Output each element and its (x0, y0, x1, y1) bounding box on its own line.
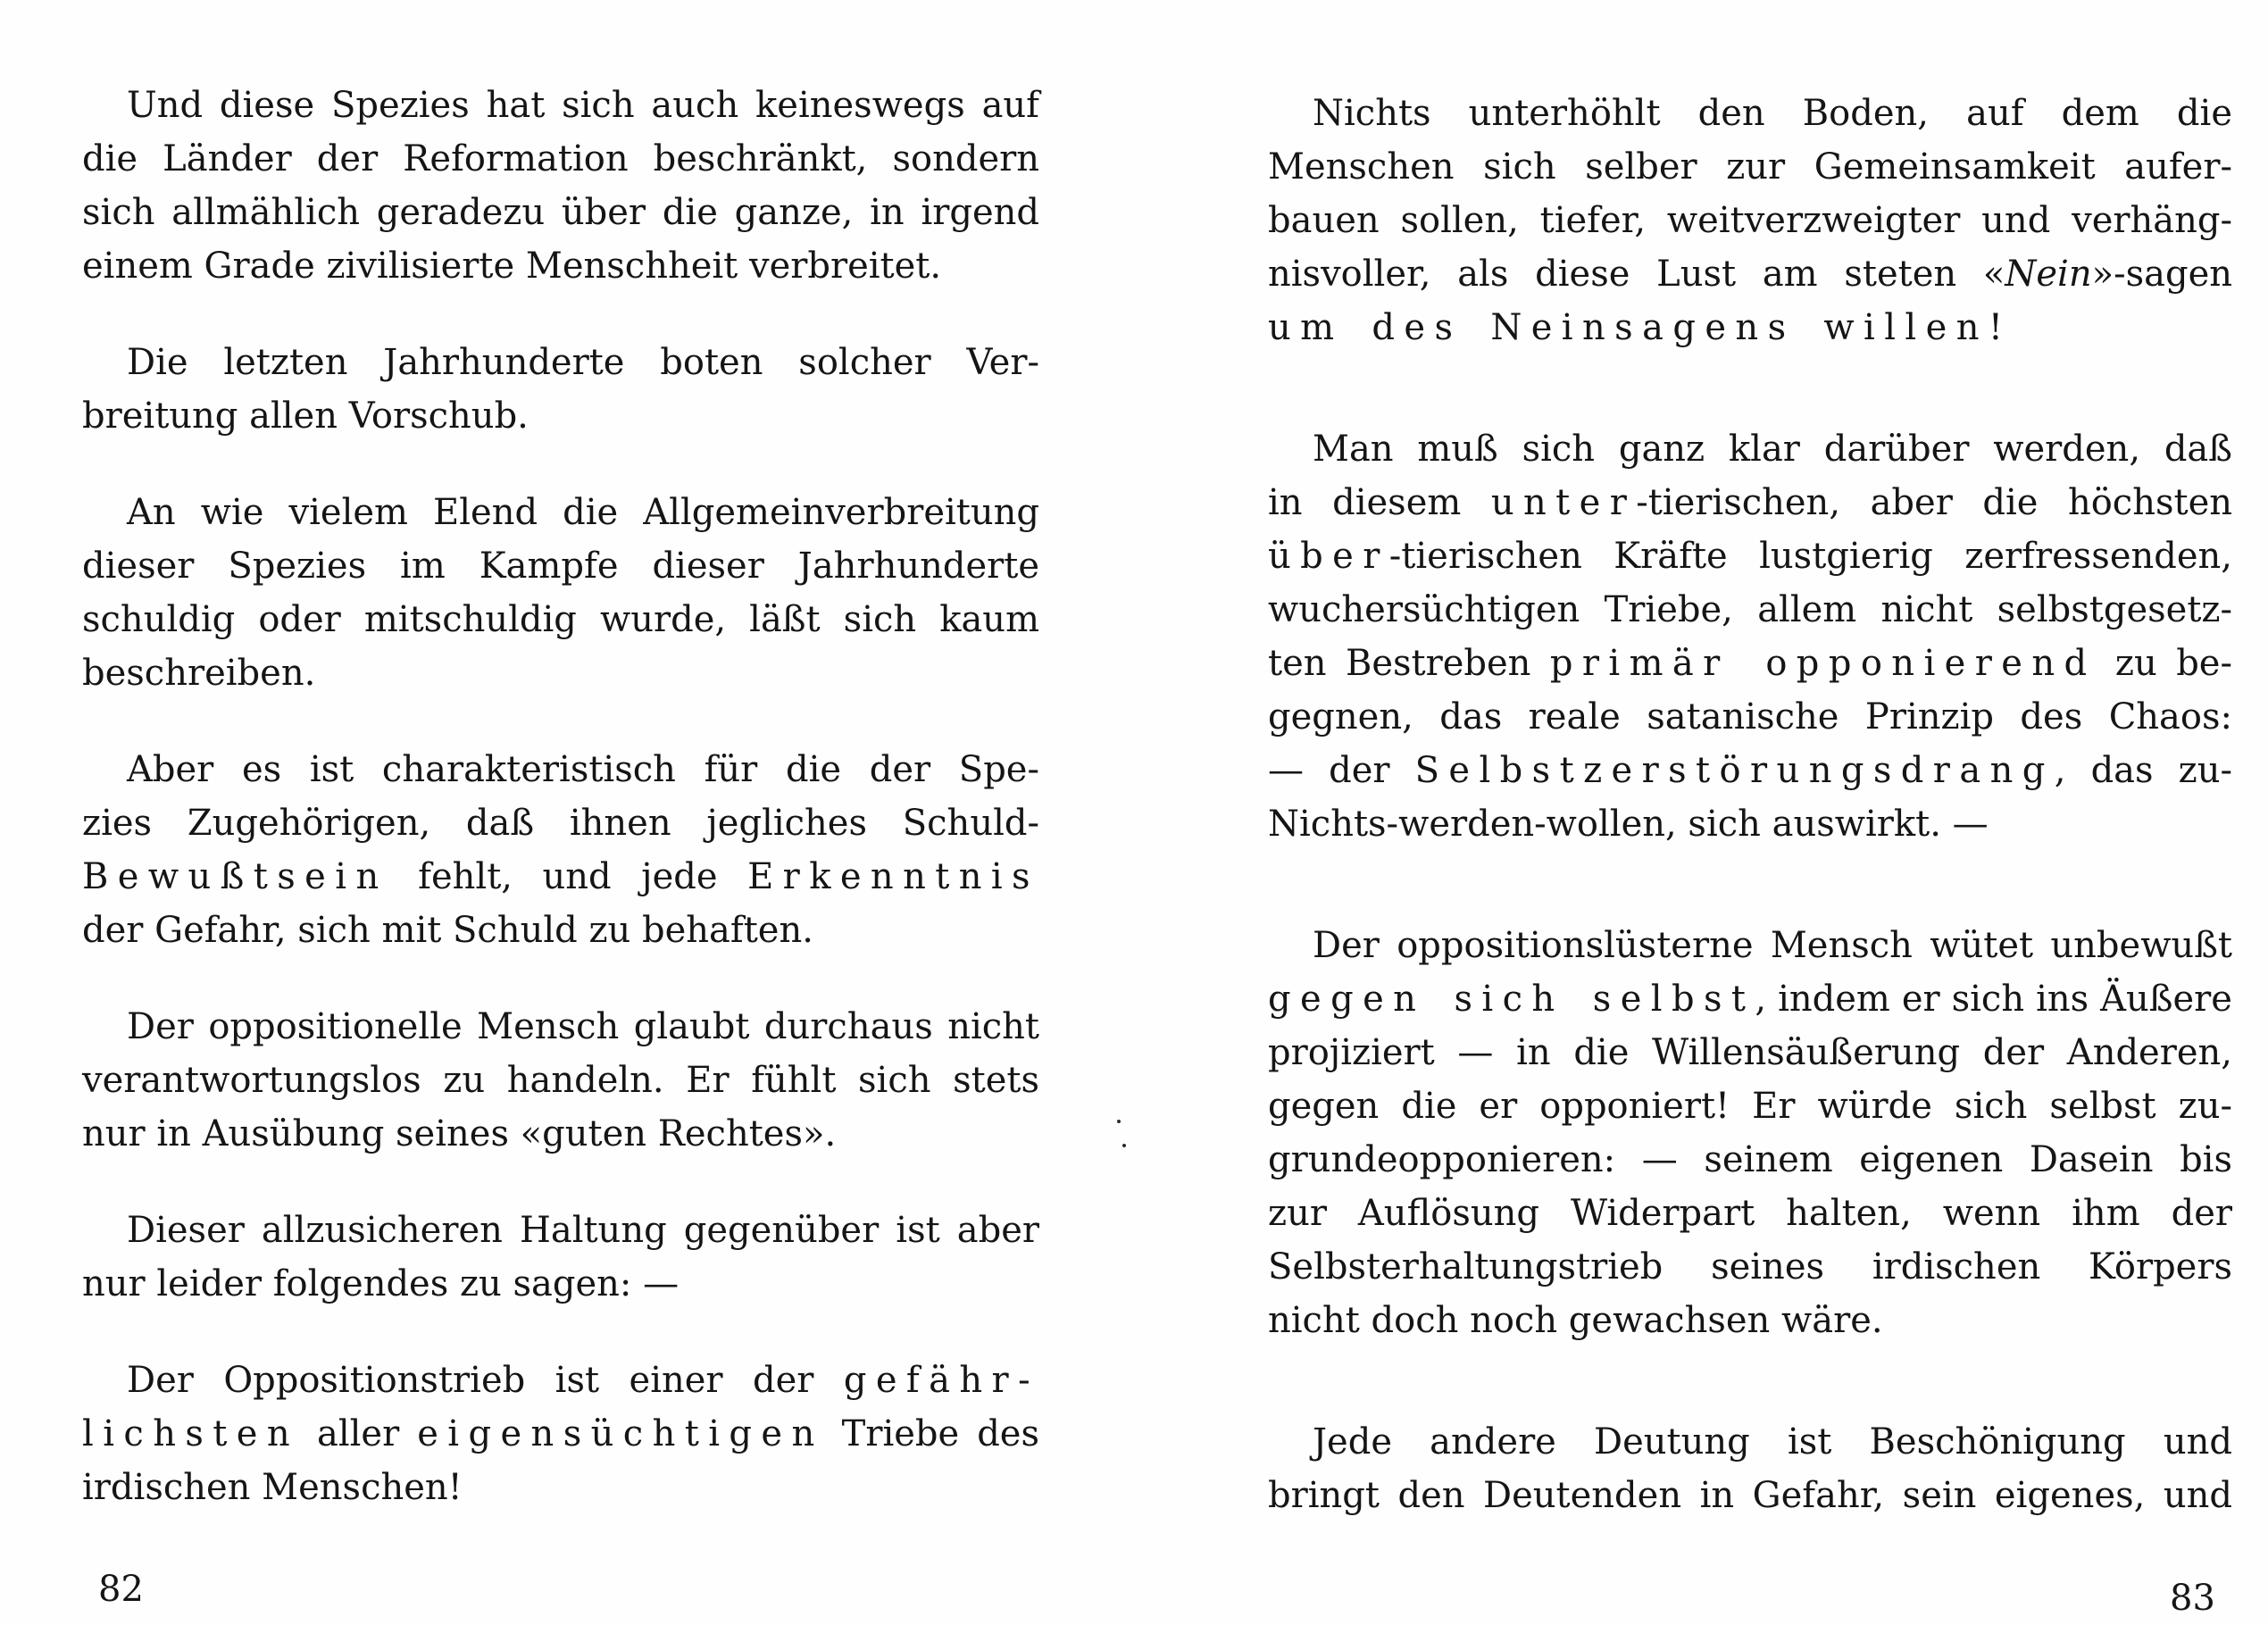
text-segment: Man muß sich ganz klar darüber werden, daß (1313, 429, 2232, 470)
text-line (1268, 637, 2232, 690)
paragraph (82, 743, 1039, 957)
text-segment: aller (299, 1413, 418, 1454)
text-segment: bringt den Deutenden in Gefahr, sein eigenes, und (1268, 1475, 2232, 1516)
text-line (82, 1107, 1039, 1161)
text-line (82, 593, 1039, 646)
text-segment: , das zu- (2054, 750, 2232, 791)
text-line (82, 239, 1039, 293)
paragraph (1268, 1415, 2232, 1522)
text-segment: Aber es ist charakteristisch für die der Spe- (127, 749, 1039, 790)
text-line (1268, 529, 2232, 583)
text-segment: die Länder der Reformation beschränkt, sondern (82, 138, 1039, 179)
paragraph (82, 1000, 1039, 1161)
text-line (82, 1000, 1039, 1054)
text-line (1268, 1133, 2232, 1187)
scan-speck (1122, 1144, 1126, 1147)
text-segment: grundeopponieren: — seinem eigenen Dasein bis (1268, 1139, 2232, 1180)
text-segment: Der oppositionelle Mensch glaubt durchaus nicht (127, 1006, 1039, 1047)
text-line (1268, 476, 2232, 529)
text-segment: verantwortungslos zu handeln. Er fühlt sich stets (82, 1060, 1039, 1101)
text-line (82, 186, 1039, 239)
text-segment: beschreiben. (82, 653, 316, 694)
text-segment: -tierischen Kräfte lustgierig zerfressenden, (1388, 536, 2232, 577)
text-segment: Triebe des (823, 1413, 1039, 1454)
text-segment: der Gefahr, sich mit Schuld zu behaften. (82, 910, 813, 951)
text-line (82, 1204, 1039, 1257)
text-segment: An wie vielem Elend die Allgemeinverbreitung (127, 492, 1039, 533)
text-line (82, 1257, 1039, 1311)
text-line (82, 389, 1039, 443)
text-segment: -tierischen, aber die höchsten (1636, 482, 2232, 523)
text-line (1268, 690, 2232, 744)
right-page (1268, 87, 2232, 1522)
text-line (1268, 1187, 2232, 1240)
letterspaced-text: Selbstzerstörungsdrang (1414, 750, 2055, 791)
text-line (82, 1354, 1039, 1407)
letterspaced-text: Erkenntnis (747, 856, 1039, 897)
letterspaced-text: über (1268, 536, 1389, 577)
text-segment: Selbsterhaltungstrieb seines irdischen Körpers (1268, 1246, 2232, 1288)
paragraph (1268, 87, 2232, 354)
paragraph (1268, 919, 2232, 1347)
text-line (82, 1407, 1039, 1461)
text-line (1268, 1415, 2232, 1469)
letterspaced-text: lichsten (82, 1413, 299, 1454)
text-segment: Jede andere Deutung ist Beschönigung und (1313, 1421, 2232, 1462)
text-line (1268, 583, 2232, 637)
left-page (82, 79, 1039, 1514)
text-segment: projiziert — in die Willensäußerung der Anderen, (1268, 1032, 2232, 1073)
text-segment: nicht doch noch gewachsen wäre. (1268, 1300, 1883, 1341)
text-line (1268, 797, 2232, 851)
text-segment: ten Bestreben (1268, 643, 1550, 684)
text-line (82, 486, 1039, 539)
text-line (82, 132, 1039, 186)
text-segment: zies Zugehörigen, daß ihnen jegliches Schuld- (82, 803, 1039, 844)
page-number-left: 82 (98, 1569, 144, 1610)
text-segment: Die letzten Jahrhunderte boten solcher Ver- (127, 342, 1039, 383)
text-segment: Menschen sich selber zur Gemeinsamkeit aufer- (1268, 146, 2232, 188)
text-line (1268, 1240, 2232, 1294)
text-line (1268, 1469, 2232, 1522)
text-line (1268, 87, 2232, 140)
text-line (82, 539, 1039, 593)
text-segment: Nichts-werden-wollen, sich auswirkt. — (1268, 804, 1989, 845)
paragraph (1268, 422, 2232, 851)
text-line (1268, 140, 2232, 194)
text-line (1268, 1079, 2232, 1133)
text-line (1268, 301, 2232, 354)
text-line (82, 850, 1039, 904)
text-segment: fehlt, und jede (388, 856, 748, 897)
text-segment: zu be- (2096, 643, 2232, 684)
page-number-right: 83 (2170, 1578, 2215, 1619)
text-line (82, 904, 1039, 957)
text-segment: nisvoller, als diese Lust am steten « (1268, 254, 2005, 295)
text-segment: schuldig oder mitschuldig wurde, läßt sich kaum (82, 599, 1039, 640)
text-segment: in diesem (1268, 482, 1491, 523)
text-line (1268, 972, 2232, 1026)
text-segment: gegnen, das reale satanische Prinzip des Chaos: (1268, 696, 2232, 738)
emphasized-word: Nein (2005, 254, 2092, 295)
text-line (1268, 1026, 2232, 1079)
text-segment: bauen sollen, tiefer, weitverzweigter und verhäng- (1268, 200, 2232, 241)
text-segment: zur Auflösung Widerpart halten, wenn ihm der (1268, 1193, 2232, 1234)
scan-speck (1117, 1120, 1121, 1123)
text-segment: Nichts unterhöhlt den Boden, auf dem die (1313, 93, 2232, 134)
letterspaced-text: gefähr- (843, 1360, 1039, 1401)
text-segment: , indem er sich ins Äußere (1755, 979, 2232, 1020)
text-segment: Der oppositionslüsterne Mensch wütet unbewußt (1313, 925, 2232, 966)
text-segment: nur leider folgendes zu sagen: — (82, 1263, 680, 1304)
letterspaced-text: um des Neinsagens willen! (1268, 307, 2013, 348)
text-segment: gegen die er opponiert! Er würde sich selbst zu- (1268, 1086, 2232, 1127)
text-line (82, 1054, 1039, 1107)
text-segment: sich allmählich geradezu über die ganze, in irgend (82, 192, 1039, 233)
text-line (82, 743, 1039, 796)
text-segment: irdischen Menschen! (82, 1467, 463, 1508)
text-segment: einem Grade zivilisierte Menschheit verbreitet. (82, 246, 942, 287)
text-segment: nur in Ausübung seines «guten Rechtes». (82, 1113, 837, 1154)
text-line (82, 79, 1039, 132)
text-segment: — der (1268, 750, 1415, 791)
paragraph (82, 1204, 1039, 1311)
text-line (82, 336, 1039, 389)
text-segment: Der Oppositionstrieb ist einer der (127, 1360, 844, 1401)
letterspaced-text: eigensüchtigen (417, 1413, 824, 1454)
letterspaced-text: Bewußtsein (82, 856, 388, 897)
letterspaced-text: gegen sich selbst (1268, 979, 1755, 1020)
text-segment: dieser Spezies im Kampfe dieser Jahrhunderte (82, 546, 1039, 587)
text-segment: Dieser allzusicheren Haltung gegenüber ist aber (127, 1210, 1039, 1251)
paragraph (82, 79, 1039, 293)
text-line (1268, 194, 2232, 247)
text-line (1268, 422, 2232, 476)
text-segment: wuchersüchtigen Triebe, allem nicht selbstgesetz- (1268, 589, 2232, 630)
text-segment: »-sagen (2091, 254, 2232, 295)
text-segment: Und diese Spezies hat sich auch keineswegs auf (127, 85, 1039, 126)
letterspaced-text: primär opponierend (1549, 643, 2097, 684)
text-line (82, 1461, 1039, 1514)
text-line (82, 646, 1039, 700)
paragraph (82, 486, 1039, 700)
text-line (1268, 1294, 2232, 1347)
text-line (1268, 744, 2232, 797)
text-line (1268, 247, 2232, 301)
text-segment: breitung allen Vorschub. (82, 396, 529, 437)
text-line (1268, 919, 2232, 972)
paragraph (82, 336, 1039, 443)
text-line (82, 796, 1039, 850)
paragraph (82, 1354, 1039, 1514)
letterspaced-text: unter (1490, 482, 1637, 523)
